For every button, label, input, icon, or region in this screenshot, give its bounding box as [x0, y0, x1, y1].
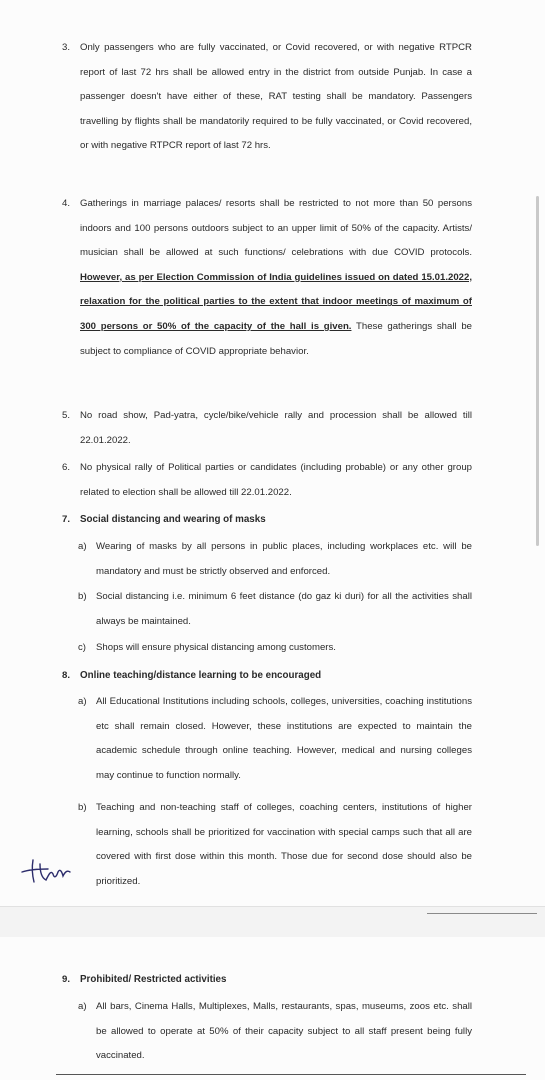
- item-7a-label: a): [78, 541, 87, 552]
- item-6-text: No physical rally of Political parties or candidates (including probable) or any other group related to election shall be allowed till 22.01.2022.: [80, 462, 472, 498]
- item-5-text: No road show, Pad-yatra, cycle/bike/vehicle rally and procession shall be allowed till 22.01.2022.: [80, 410, 472, 446]
- item-3-number: 3.: [62, 42, 71, 53]
- item-9a-text: All bars, Cinema Halls, Multiplexes, Malls, restaurants, spas, museums, zoos etc. shall be allowed to operate at 50% of their capacity subject to all staff present being fully vaccinated.: [96, 1001, 472, 1062]
- item-8b-text: Teaching and non-teaching staff of colleges, coaching centers, institutions of higher learning, schools shall be prioritized for vaccination with special camps such that all are covered with first dose within this month. Those due for second dose should also be prioritized.: [96, 802, 472, 887]
- signature-scribble: [18, 852, 74, 888]
- item-7-heading: Social distancing and wearing of masks: [80, 514, 266, 525]
- item-8-heading: Online teaching/distance learning to be encouraged: [80, 670, 322, 681]
- item-5-number: 5.: [62, 410, 71, 421]
- item-8-number: 8.: [62, 670, 71, 681]
- item-7b-text: Social distancing i.e. minimum 6 feet distance (do gaz ki duri) for all the activities shall always be maintained.: [96, 591, 472, 627]
- item-3-text: Only passengers who are fully vaccinated, or Covid recovered, or with negative RTPCR report of last 72 hrs shall be allowed entry in the district from outside Punjab. In case a passenger doesn't have either of these, RAT testing shall be mandatory. Passengers travelling by flights shall be mandatorily required to be fully vaccinated, or Covid recovered, or with negative RTPCR report of last 72 hrs.: [80, 42, 472, 152]
- item-9-number: 9.: [62, 974, 71, 985]
- bottom-rule: [56, 1074, 526, 1075]
- item-4-text-a: Gatherings in marriage palaces/ resorts shall be restricted to not more than 50 persons indoors and 100 persons outdoors subject to an upper limit of 50% of the capacity. Artists/ musician shall be allowed at such functions/ celebrations with due COVID protocols.: [80, 198, 472, 259]
- item-6-number: 6.: [62, 462, 71, 473]
- item-7c-label: c): [78, 642, 86, 653]
- item-4-number: 4.: [62, 198, 71, 209]
- scrollbar[interactable]: [536, 196, 539, 546]
- item-7c-text: Shops will ensure physical distancing among customers.: [96, 642, 336, 653]
- item-8a-label: a): [78, 696, 87, 707]
- item-8b-label: b): [78, 802, 87, 813]
- item-7-number: 7.: [62, 514, 71, 525]
- item-4-text-b: These gatherings shall be subject to compliance of COVID appropriate behavior.: [80, 320, 473, 357]
- item-4-text: [80, 192, 472, 364]
- item-9a-label: a): [78, 1001, 87, 1012]
- item-4-underlined-text: However, as per Election Commission of India guidelines issued on dated 15.01.2022, relaxation for the political parties to the extent that indoor meetings of maximum of 300 persons or 50% of the capacity of the hall is given.: [80, 271, 472, 332]
- item-7a-text: Wearing of masks by all persons in public places, including workplaces etc. will be mandatory and must be strictly observed and enforced.: [96, 541, 472, 577]
- page-edge-line: [427, 913, 537, 914]
- page-break: [0, 906, 545, 937]
- item-9-heading: Prohibited/ Restricted activities: [80, 974, 227, 985]
- item-8a-text: All Educational Institutions including schools, colleges, universities, coaching institutions etc shall remain closed. However, these institutions are expected to maintain the academic schedule through online teaching. However, medical and nursing colleges may continue to function normally.: [96, 696, 472, 781]
- item-7b-label: b): [78, 591, 87, 602]
